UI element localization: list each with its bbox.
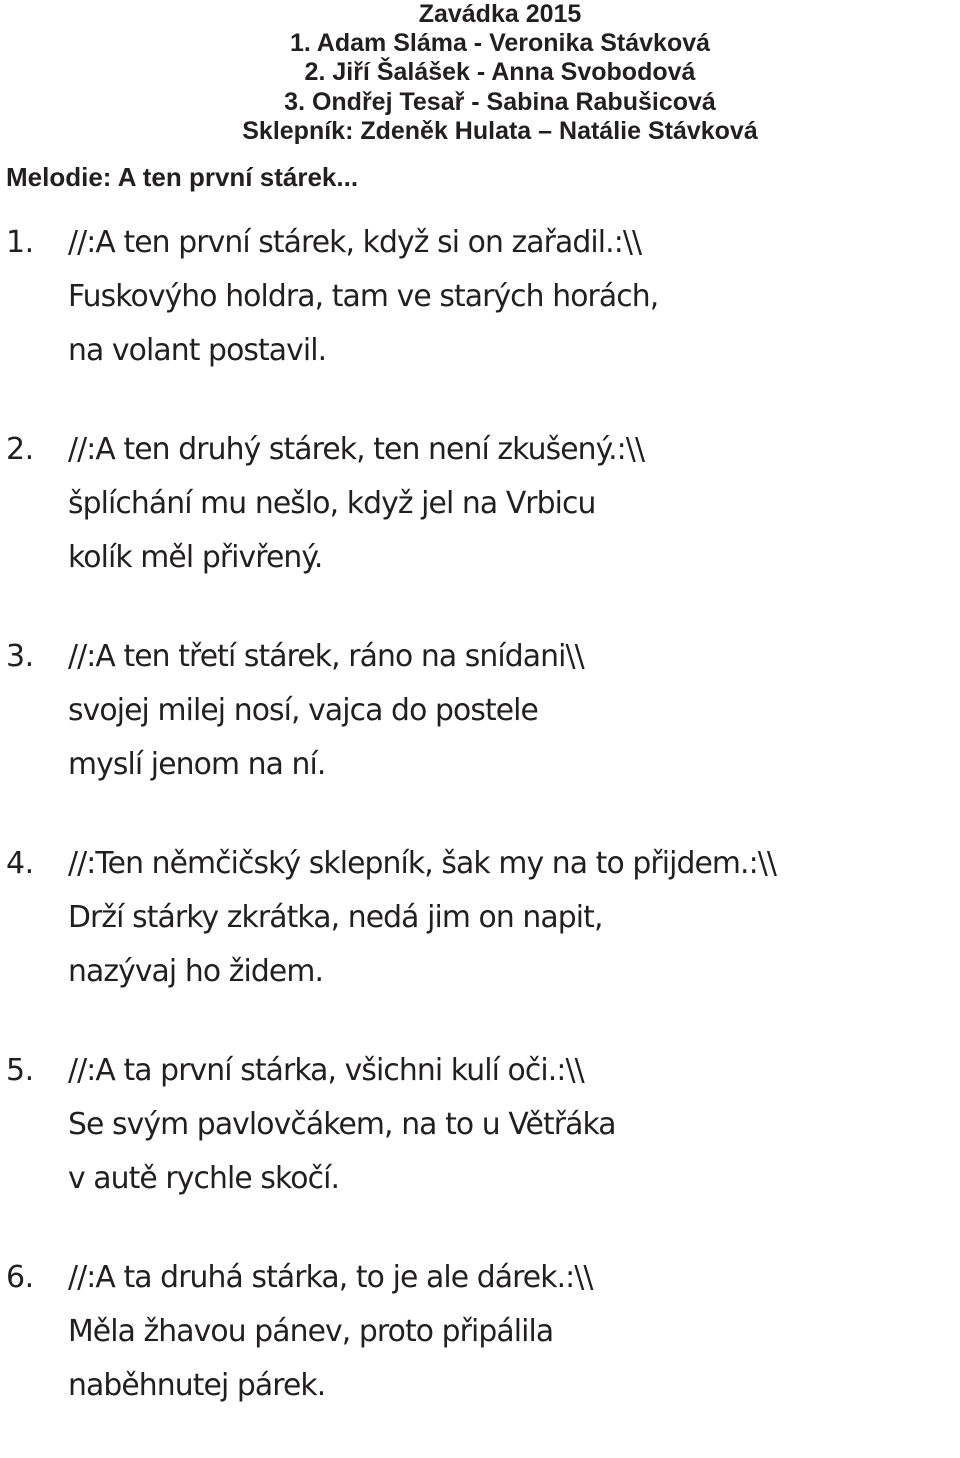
verse-number: 3. (6, 639, 34, 674)
verse-line: Drží stárky zkrátka, nedá jim on napit, (68, 900, 603, 935)
verse-2 (0, 423, 960, 630)
verse-6 (0, 1251, 960, 1458)
verse-4 (0, 837, 960, 1044)
verse-line: //:Ten němčičský sklepník, šak my na to přijdem.:\\ (68, 846, 777, 881)
verse-number: 2. (6, 432, 34, 467)
verse-3 (0, 630, 960, 837)
verse-line: šplíchání mu nešlo, když jel na Vrbicu (68, 486, 596, 521)
song-header (0, 0, 960, 146)
verse-line: //:A ten druhý stárek, ten není zkušený.:\\ (68, 432, 645, 467)
verse-line: myslí jenom na ní. (68, 747, 326, 782)
verse-line: //:A ten první stárek, když si on zařadil.:\\ (68, 225, 642, 260)
event-title: Zavádka 2015 (418, 0, 582, 28)
verse-line: //:A ten třetí stárek, ráno na snídani\\ (68, 639, 584, 674)
verse-line: v autě rychle skočí. (68, 1161, 340, 1196)
verse-line: svojej milej nosí, vajca do postele (68, 693, 538, 728)
verse-line: Fuskovýho holdra, tam ve starých horách, (68, 279, 659, 314)
verses (0, 216, 960, 1458)
verse-line: //:A ta druhá stárka, to je ale dárek.:\\ (68, 1260, 593, 1295)
verse-number: 5. (6, 1053, 34, 1088)
couple-2: 2. Jiří Šalášek - Anna Svobodová (304, 58, 696, 87)
verse-line: na volant postavil. (68, 333, 327, 368)
verse-1 (0, 216, 960, 423)
verse-line: //:A ta první stárka, všichni kulí oči.:\\ (68, 1053, 584, 1088)
verse-line: Měla žhavou pánev, proto připálila (68, 1314, 554, 1349)
verse-number: 6. (6, 1260, 34, 1295)
verse-number: 1. (6, 225, 34, 260)
couple-3: 3. Ondřej Tesař - Sabina Rabušicová (284, 87, 716, 116)
cellarman-line: Sklepník: Zdeněk Hulata – Natálie Stávková (242, 116, 758, 145)
couple-1: 1. Adam Sláma - Veronika Stávková (289, 29, 711, 58)
verse-number: 4. (6, 846, 34, 881)
verse-line: kolík měl přivřený. (68, 540, 323, 575)
verse-line: Se svým pavlovčákem, na to u Větřáka (68, 1107, 616, 1142)
melody-line: Melodie: A ten první stárek... (6, 162, 359, 192)
verse-5 (0, 1044, 960, 1251)
verse-line: naběhnutej párek. (68, 1368, 326, 1403)
verse-line: nazývaj ho židem. (68, 954, 324, 989)
